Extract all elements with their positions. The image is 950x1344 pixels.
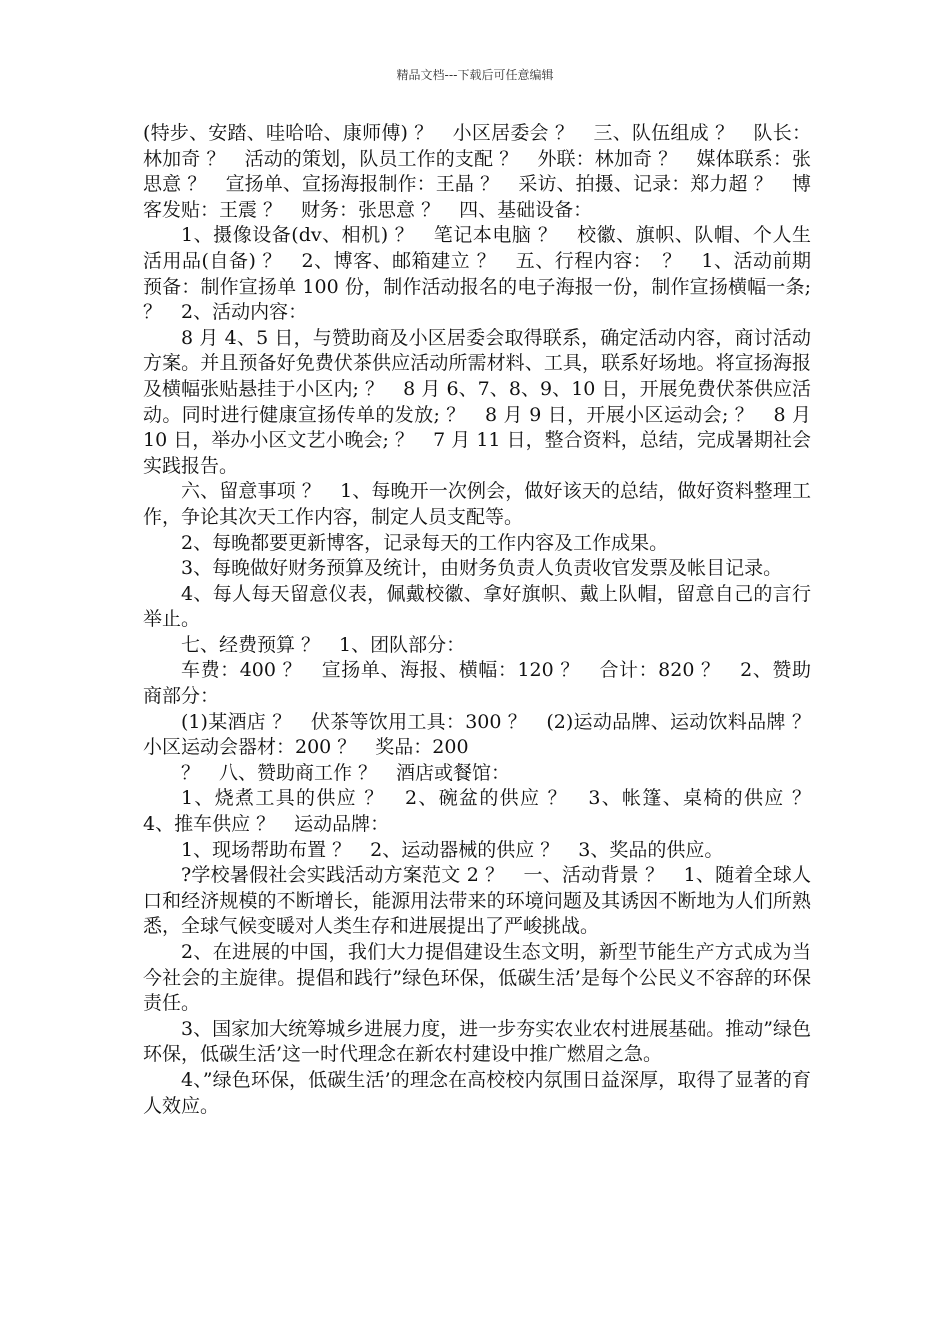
paragraph-2: 1、摄像设备(dv、相机) ？ 笔记本电脑 ？ 校徽、旗帜、队帽、个人生活用品(自备) ？ 2、博客、邮箱建立 ？ 五、行程内容： ？ 1、活动前期预备：制作宣扬单 100 份，制作活动报名的电子海报一份，制作宣扬横幅一条; ？ 2、活动内容：: [143, 224, 811, 324]
paragraph-3: 8 月 4、5 日，与赞助商及小区居委会取得联系，确定活动内容，商讨活动方案。并且预备好免费伏茶供应活动所需材料、工具，联系好场地。将宣扬海报及横幅张贴悬挂于小区内; ？ 8 月 6、7、8、9、10 日，开展免费伏茶供应活动。同时进行健康宣扬传单的发放; ？ 8 月 9 日，开展小区运动会; ？ 8 月 10 日，举办小区文艺小晚会; ？ 7 月 11 日，整合资料，总结，完成暑期社会实践报告。: [143, 326, 811, 477]
paragraph-5: 2、每晚都要更新博客，记录每天的工作内容及工作成果。: [181, 531, 669, 554]
paragraph-16: 3、国家加大统筹城乡进展力度，进一步夯实农业农村进展基础。推动”绿色环保，低碳生活’这一时代理念在新农村建设中推广燃眉之急。: [143, 1017, 811, 1066]
paragraph-10: (1)某酒店 ？ 伏茶等饮用工具：300 ？ (2)运动品牌、运动饮料品牌 ？ 小区运动会器材：200 ？ 奖品：200: [143, 710, 831, 759]
paragraph-11: ？ 八、赞助商工作 ？ 酒店或餐馆：: [181, 761, 511, 784]
document-body: [143, 121, 831, 1119]
paragraph-15: 2、在进展的中国，我们大力提倡建设生态文明，新型节能生产方式成为当今社会的主旋律。提倡和践行”绿色环保，低碳生活’是每个公民义不容辞的环保责任。: [143, 941, 811, 1015]
paragraph-1: (特步、安踏、哇哈哈、康师傅) ？ 小区居委会 ？ 三、队伍组成 ？ 队长：林加奇 ？ 活动的策划，队员工作的支配 ？ 外联：林加奇 ？ 媒体联系：张思意 ？ 宣扬单、宣扬海报制作：王晶 ？ 采访、拍摄、记录：郑力超 ？ 博客发贴：王震 ？ 财务：张思意 ？ 四、基础设备：: [143, 122, 811, 221]
paragraph-9: 车费：400 ？ 宣扬单、海报、横幅：120 ？ 合计：820 ？ 2、赞助商部分：: [143, 659, 811, 708]
paragraph-6: 3、每晚做好财务预算及统计，由财务负责人负责收官发票及帐目记录。: [181, 557, 783, 580]
paragraph-8: 七、经费预算 ？ 1、团队部分：: [181, 633, 466, 656]
paragraph-4: 六、留意事项 ？ 1、每晚开一次例会，做好该天的总结，做好资料整理工作，争论其次天工作内容，制定人员支配等。: [143, 480, 811, 528]
paragraph-14: ?学校暑假社会实践活动方案范文 2 ？ 一、活动背景 ？ 1、随着全球人口和经济规模的不断增长，能源用法带来的环境问题及其诱因不断地为人们所熟悉，全球气候变暖对人类生存和进展提出了严峻挑战。: [143, 864, 811, 938]
paragraph-7: 4、每人每天留意仪表，佩戴校徽、拿好旗帜、戴上队帽，留意自己的言行举止。: [143, 582, 811, 631]
paragraph-17: 4、”绿色环保，低碳生活’的理念在高校校内氛围日益深厚，取得了显著的育人效应。: [143, 1068, 811, 1117]
paragraph-13: 1、现场帮助布置 ？ 2、运动器械的供应 ？ 3、奖品的供应。: [181, 838, 724, 861]
page-header: 精品文档---下载后可任意编辑: [396, 68, 554, 82]
paragraph-12: 1、烧煮工具的供应 ？ 2、碗盆的供应 ？ 3、帐篷、桌椅的供应 ？ 4、推车供应 ？ 运动品牌：: [143, 787, 831, 836]
